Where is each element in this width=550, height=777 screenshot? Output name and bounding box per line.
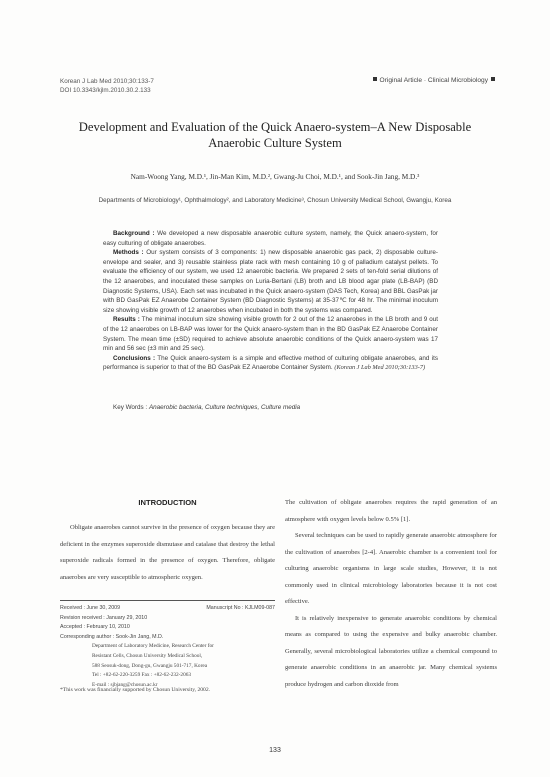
address-line: 588 Seosuk-dong, Dong-gu, Gwangju 501-717, Korea <box>92 662 208 669</box>
conclusions-label: Conclusions : <box>113 354 156 362</box>
manuscript-info <box>60 604 275 690</box>
section-heading-introduction: INTRODUCTION <box>138 498 197 507</box>
revision-date: Revision received : January 29, 2010 <box>60 614 148 621</box>
journal-header <box>60 77 154 95</box>
journal-citation: Korean J Lab Med 2010;30:133-7 <box>60 78 154 85</box>
abstract-citation: (Korean J Lab Med 2010;30:133-7) <box>334 364 426 372</box>
address-line: Department of Laboratory Medicine, Research Center for <box>92 643 214 650</box>
corresponding-author: Corresponding author : Sook-Jin Jang, M.D. <box>60 633 164 640</box>
article-title <box>40 119 510 151</box>
authors: Nam-Woong Yang, M.D.¹, Jin-Man Kim, M.D.², Gwang-Ju Choi, M.D.¹, and Sook-Jin Jang, M.D.³ <box>130 172 420 181</box>
body-paragraph: Obligate anaerobes cannot survive in the presence of oxygen because they are deficient in the enzymes superoxide dismutase and catalase that destroy the lethal superoxide radicals formed in the presence of oxygen. Therefore, obligate anaerobes are very susceptible to atmospheric oxygen. <box>60 524 275 581</box>
contact-email: E-mail : sjbjang@chosun.ac.kr <box>92 681 158 688</box>
keywords-text: Anaerobic bacteria, Culture techniques, Culture media <box>148 404 301 411</box>
accepted-date: Accepted : February 10, 2010 <box>60 624 130 631</box>
background-label: Background : <box>113 230 155 237</box>
conclusions-text: The Quick anaero-system is a simple and effective method of culturing obligate anaerobes, and its performance is superior to that of the BD GasPak EZ Anaerobe Container System. <box>103 354 438 372</box>
address-line: Resistant Cells, Chosun University Medical School, <box>92 652 203 659</box>
right-column <box>285 495 497 693</box>
left-column <box>60 520 275 586</box>
results-label: Results : <box>113 316 140 324</box>
abstract <box>103 229 438 373</box>
received-date: Received : June 30, 2009 <box>60 605 121 611</box>
received-row <box>60 604 275 614</box>
title-line-2: Anaerobic Culture System <box>208 136 342 150</box>
keywords-label: Key Words : <box>113 404 148 411</box>
abstract-background <box>103 229 438 248</box>
square-bullet-icon <box>373 77 377 81</box>
methods-text: Our system consists of 3 components: 1) new disposable anaerobic gas pack, 2) disposable culture-envelope and sealer, and 3) reusable stainless plate rack with mesh containing 10 g of palladium catalyst pellets. To evaluate the efficiency of our system, we used 12 anaerobic bacteria. We prepared 2 sets of ten-fold serial dilutions of the 12 anaerobes, and inoculated these samples on Luria-Bertani (LB) broth and LB blood agar plate (LB-BAP) (BD Diagnostic Systems, USA). Each set was incubated in the Quick anaero-system (DAS Tech, Korea) and BBL GasPak jar with BD GasPak EZ Anaerobe Container System (BD Diagnostic Systems) at 35-37℃ for 48 hr. The minimal inoculum size showing visible growth of 12 anaerobes when incubated in both the systems was compared. <box>103 249 438 314</box>
affiliations: Departments of Microbiology¹, Ophthalmology², and Laboratory Medicine³, Chosun University Medical School, Gwangju, Korea <box>98 197 452 204</box>
square-bullet-icon <box>491 77 495 81</box>
abstract-methods <box>103 248 438 315</box>
funding-note: *This work was financially supported by Chosun University, 2002. <box>60 687 211 693</box>
contact-phone: Tel : +82-62-220-3259 Fax : +82-62-232-2063 <box>92 672 192 679</box>
abstract-conclusions <box>103 354 438 373</box>
article-type-label: Original Article · Clinical Microbiology <box>379 77 488 84</box>
methods-label: Methods : <box>113 249 144 257</box>
results-text: The minimal inoculum size showing visible growth for 2 out of the 12 anaerobes in the LB broth and 9 out of the 12 anaerobes on LB-BAP was lower for the Quick anaero-system than in the BD GasPak EZ Anaerobe Container System. The mean time (±SD) required to achieve absolute anaerobic conditions of the Quick anaero-system was 17 min and 56 sec (±3 min and 25 sec). <box>103 316 438 353</box>
title-line-1: Development and Evaluation of the Quick Anaero-system–A New Disposable <box>78 120 472 134</box>
body-paragraph: The cultivation of obligate anaerobes requires the rapid generation of an atmosphere with oxygen levels below 0.5% [1]. <box>285 499 497 523</box>
body-paragraph: It is relatively inexpensive to generate anaerobic conditions by chemical means as compared to using the expensive and bulky anaerobic chamber. Generally, several microbiological laboratories utilize a chemical compound to generate anaerobic conditions in an anaerobic jar. Many chemical systems produce hydrogen and carbon dioxide from <box>285 614 497 688</box>
article-type <box>370 77 498 84</box>
page-number: 133 <box>269 747 281 754</box>
footnote-divider <box>60 600 275 601</box>
background-text: We developed a new disposable anaerobic culture system, namely, the Quick anaero-system, for easy culturing of obligate anaerobes. <box>103 230 438 247</box>
doi: DOI 10.3343/kjlm.2010.30.2.133 <box>60 87 151 94</box>
abstract-results <box>103 315 438 353</box>
body-paragraph: Several techniques can be used to rapidly generate anaerobic atmosphere for the cultivation of anaerobes [2-4]. Anaerobic chamber is a convenient tool for culturing anaerobic organisms in large scale studies, However, it is not commonly used in clinical microbiology laboratories because it is not cost effective. <box>285 532 497 605</box>
manuscript-number: Manuscript No : KJLM09-087 <box>206 605 275 611</box>
keywords <box>103 404 438 411</box>
